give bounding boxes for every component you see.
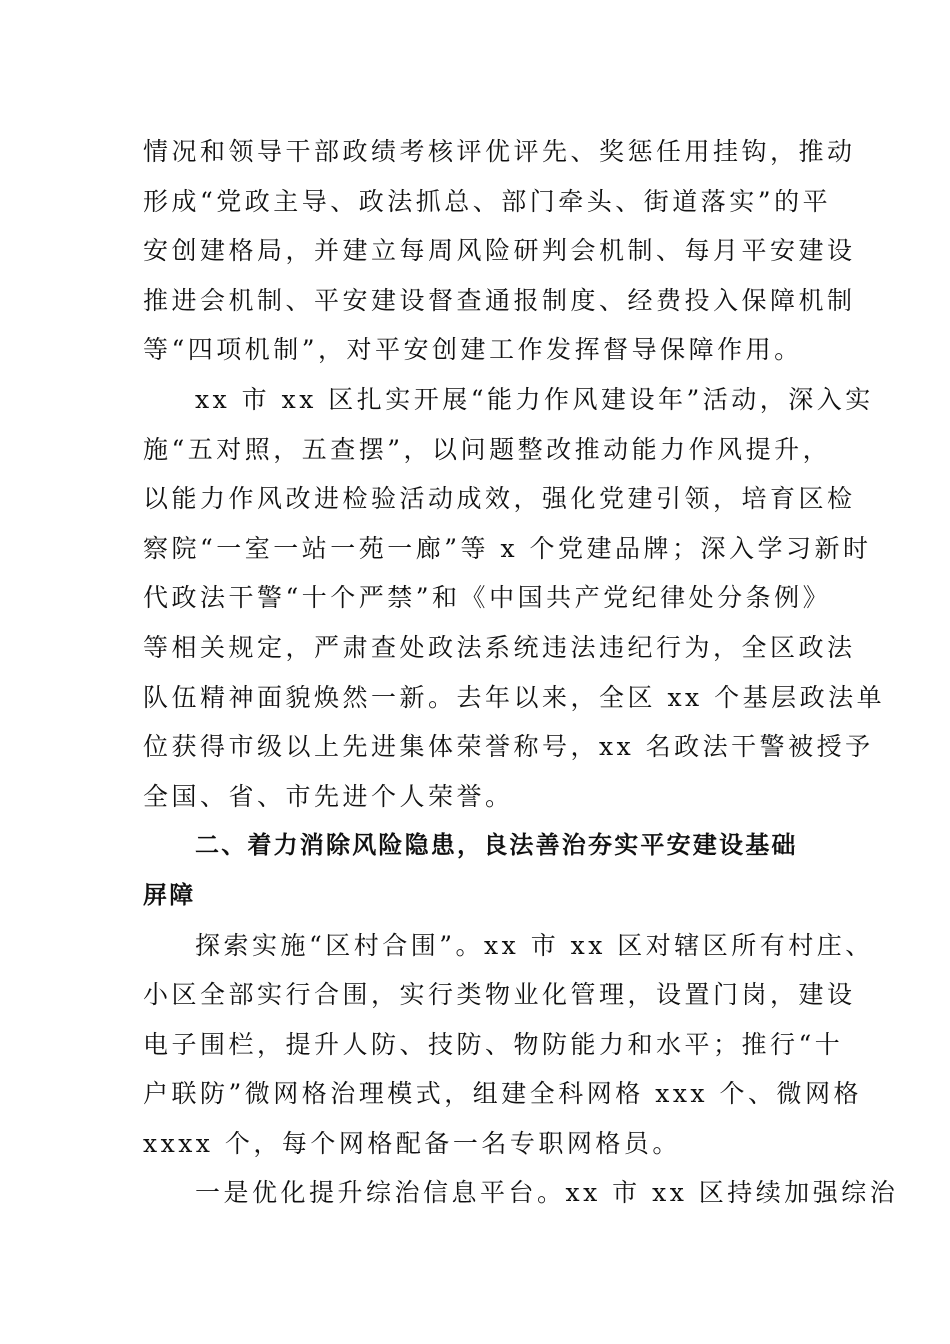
section-heading [143, 821, 807, 920]
text-line: 队伍精神面貌焕然一新。去年以来，全区 xx 个基层政法单 [143, 682, 886, 712]
text-line: 位获得市级以上先进集体荣誉称号，xx 名政法干警被授予 [143, 732, 874, 762]
text-line: 察院“一室一站一苑一廊”等 x 个党建品牌；深入学习新时 [143, 533, 872, 563]
text-line: 施“五对照，五查摆”，以问题整改推动能力作风提升， [143, 434, 832, 464]
text-line: 等“四项机制”，对平安创建工作发挥督导保障作用。 [143, 335, 803, 365]
text-line: xx 市 xx 区扎实开展“能力作风建设年”活动，深入实 [195, 384, 874, 414]
paragraph-info-platform [143, 1168, 899, 1218]
text-line: 安创建格局，并建立每周风险研判会机制、每月平安建设 [143, 236, 856, 266]
text-line: 代政法干警“十个严禁”和《中国共产党纪律处分条例》 [143, 583, 832, 613]
text-line: 情况和领导干部政绩考核评优评先、奖惩任用挂钩，推动 [143, 137, 856, 166]
document-body [143, 127, 899, 1218]
text-line: 等相关规定，严肃查处政法系统违法违纪行为，全区政法 [143, 632, 856, 662]
text-line: 户联防”微网格治理模式，组建全科网格 xxx 个、微网格 [143, 1079, 862, 1109]
text-line: 形成“党政主导、政法抓总、部门牵头、街道落实”的平 [143, 186, 832, 216]
text-line: xxxx 个，每个网格配备一名专职网格员。 [143, 1128, 681, 1158]
text-line: 探索实施“区村合围”。xx 市 xx 区对辖区所有村庄、 [195, 930, 874, 960]
text-line: 一是优化提升综治信息平台。xx 市 xx 区持续加强综治 [195, 1178, 899, 1208]
paragraph-village-enclosure [143, 921, 874, 1169]
paragraph-leadership-mechanisms [143, 127, 856, 375]
text-line: 推进会机制、平安建设督查通报制度、经费投入保障机制 [143, 285, 856, 315]
heading-line: 屏障 [143, 880, 196, 909]
text-line: 小区全部实行合围，实行类物业化管理，设置门岗，建设 [143, 980, 856, 1010]
text-line: 以能力作风改进检验活动成效，强化党建引领，培育区检 [143, 484, 856, 514]
paragraph-capability-style-year [143, 375, 886, 821]
heading-line: 二、着力消除风险隐患，良法善治夯实平安建设基础 [195, 831, 798, 860]
text-line: 全国、省、市先进个人荣誉。 [143, 781, 514, 811]
text-line: 电子围栏，提升人防、技防、物防能力和水平；推行“十 [143, 1029, 844, 1059]
